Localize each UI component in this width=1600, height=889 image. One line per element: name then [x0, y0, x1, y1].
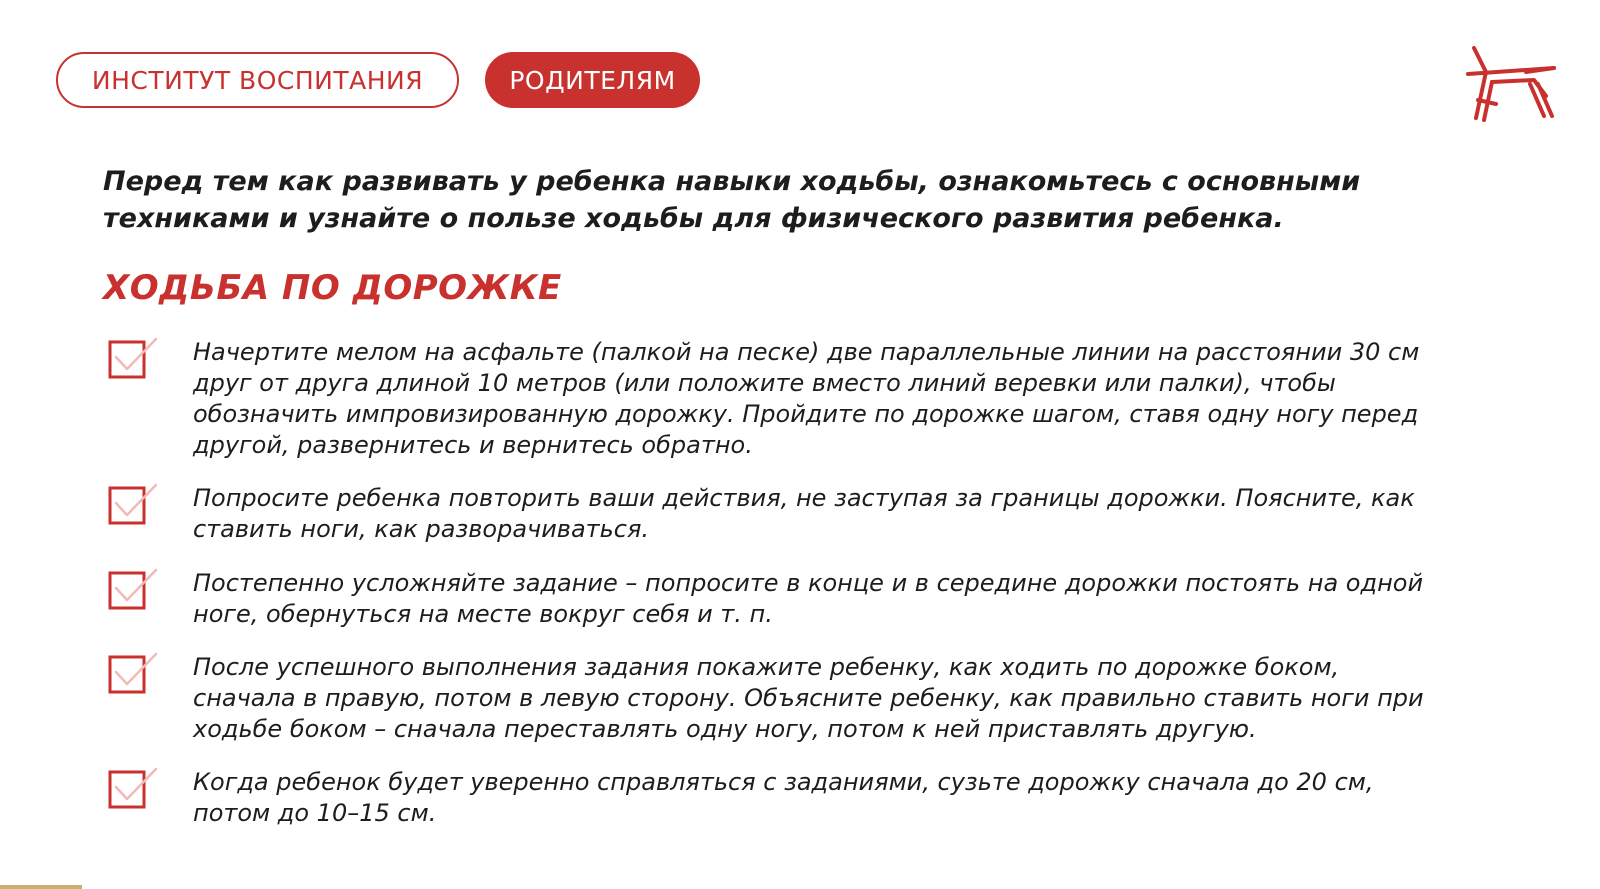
section-title: ХОДЬБА ПО ДОРОЖКЕ	[103, 268, 562, 308]
list-item-text: Начертите мелом на асфальте (палкой на песке) две параллельные линии на расстоянии 30 см друг от друга длиной 10 метров (или положите вместо линий веревки или палки), чтобы обозначить импровизированную дорожку. Пройдите по дорожке шагом, ставя одну ногу перед другой, развернитесь и вернитесь обратно.	[193, 338, 1420, 459]
checkbox-icon	[108, 568, 160, 612]
bottom-corner-mark	[0, 885, 82, 889]
list-item-text: Постепенно усложняйте задание – попросите в конце и в середине дорожки постоять на одной ноге, обернуться на месте вокруг себя и т. п.	[193, 569, 1424, 628]
checkbox-icon	[108, 652, 160, 696]
list-item-text: Когда ребенок будет уверенно справляться с заданиями, сузьте дорожку сначала до 20 см, потом до 10–15 см.	[193, 768, 1374, 827]
checkbox-icon	[108, 337, 160, 381]
tag-institute[interactable]: ИНСТИТУТ ВОСПИТАНИЯ	[56, 52, 459, 108]
intro-text: Перед тем как развивать у ребенка навыки ходьбы, ознакомьтесь с основными техниками и узнайте о пользе ходьбы для физического развития ребенка.	[103, 166, 1361, 234]
tag-parents[interactable]: РОДИТЕЛЯМ	[485, 52, 700, 108]
list-item-text: После успешного выполнения задания покажите ребенку, как ходить по дорожке боком, сначала в правую, потом в левую сторону. Объясните ребенку, как правильно ставить ноги при ходьбе боком – сначала переставлять одну ногу, потом к ней приставлять другую.	[193, 653, 1424, 743]
list-item-text: Попросите ребенка повторить ваши действия, не заступая за границы дорожки. Поясните, как ставить ноги, как разворачиваться.	[193, 484, 1415, 543]
chair-logo-icon	[1462, 42, 1562, 126]
checkbox-icon	[108, 767, 160, 811]
checkbox-icon	[108, 483, 160, 527]
